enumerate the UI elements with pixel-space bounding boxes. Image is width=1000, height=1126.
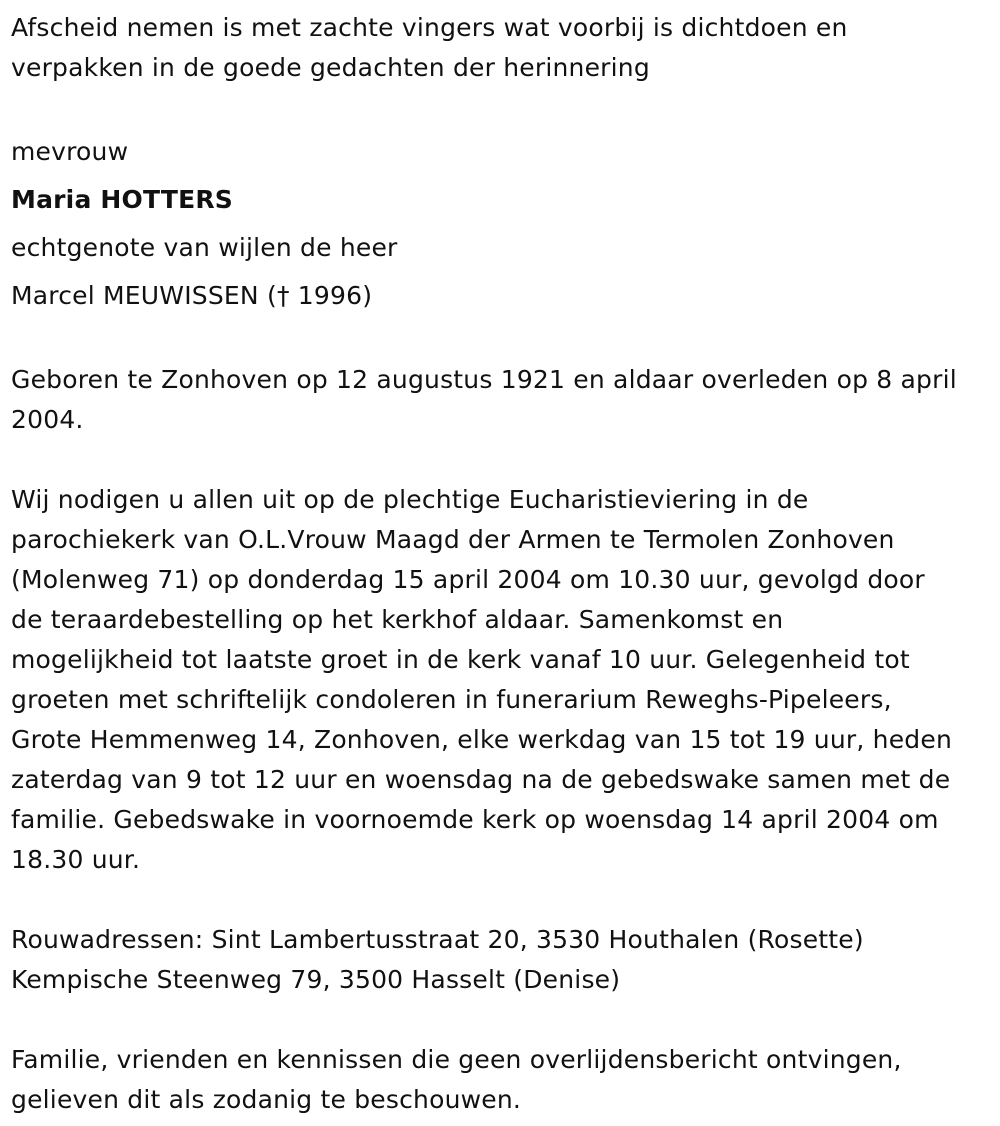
service-line: groeten met schriftelijk condoleren in funerarium Reweghs-Pipeleers,	[11, 685, 892, 714]
service-paragraph	[11, 480, 990, 880]
spacer	[11, 88, 990, 128]
birth-death-line: Geboren te Zonhoven op 12 augustus 1921 en aldaar overleden op 8 april	[11, 365, 957, 394]
service-line: 18.30 uur.	[11, 845, 141, 874]
address-line: Rouwadressen: Sint Lambertusstraat 20, 3530 Houthalen (Rosette)	[11, 925, 864, 954]
spacer	[11, 1000, 990, 1040]
closing-line: gelieven dit als zodanig te beschouwen.	[11, 1085, 522, 1114]
honorific: mevrouw	[11, 137, 129, 166]
opening-quote	[11, 8, 990, 88]
spacer	[11, 320, 990, 360]
spouse-name: Marcel MEUWISSEN (	[11, 281, 277, 310]
cross-icon: †	[276, 281, 290, 310]
relation-text: echtgenote van wijlen de heer	[11, 233, 398, 262]
quote-line: verpakken in de goede gedachten der herinnering	[11, 53, 650, 82]
deceased-name: Maria HOTTERS	[11, 185, 234, 214]
service-line: Wij nodigen u allen uit op de plechtige Eucharistieviering in de	[11, 485, 809, 514]
quote-line: Afscheid nemen is met zachte vingers wat voorbij is dichtdoen en	[11, 13, 848, 42]
birth-death-paragraph	[11, 360, 990, 440]
service-line: zaterdag van 9 tot 12 uur en woensdag na de gebedswake samen met de	[11, 765, 951, 794]
spacer	[11, 440, 990, 480]
birth-death-line: 2004.	[11, 405, 84, 434]
service-line: (Molenweg 71) op donderdag 15 april 2004 om 10.30 uur, gevolgd door	[11, 565, 925, 594]
mourning-addresses	[11, 920, 990, 1000]
service-line: parochiekerk van O.L.Vrouw Maagd der Armen te Termolen Zonhoven	[11, 525, 895, 554]
service-line: de teraardebestelling op het kerkhof aldaar. Samenkomst en	[11, 605, 784, 634]
service-line: familie. Gebedswake in voornoemde kerk op woensdag 14 april 2004 om	[11, 805, 939, 834]
closing-paragraph	[11, 1040, 990, 1120]
service-line: Grote Hemmenweg 14, Zonhoven, elke werkdag van 15 tot 19 uur, heden	[11, 725, 952, 754]
service-line: mogelijkheid tot laatste groet in de kerk vanaf 10 uur. Gelegenheid tot	[11, 645, 910, 674]
spouse-death-year: 1996)	[289, 281, 373, 310]
deceased-block	[11, 128, 990, 320]
closing-line: Familie, vrienden en kennissen die geen overlijdensbericht ontvingen,	[11, 1045, 902, 1074]
spouse-line	[11, 272, 990, 320]
spacer	[11, 880, 990, 920]
address-line: Kempische Steenweg 79, 3500 Hasselt (Denise)	[11, 965, 621, 994]
